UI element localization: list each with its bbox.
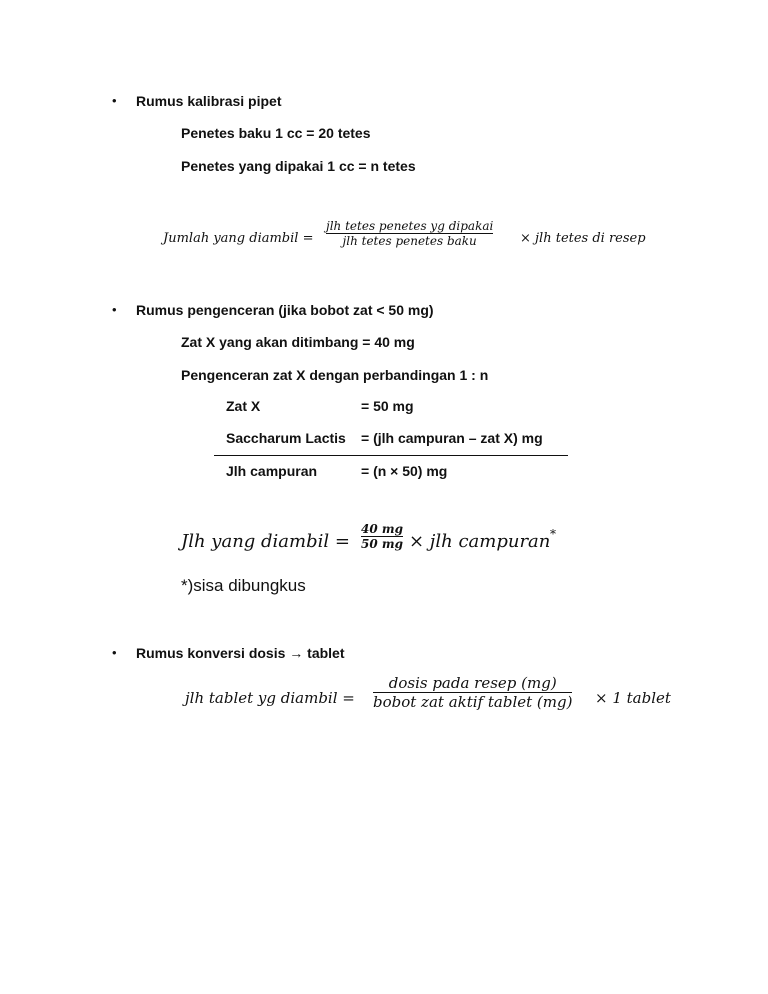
formula3-numerator: dosis pada resep (mg)	[388, 674, 557, 692]
formula1-numerator: jlh tetes penetes yg dipakai	[326, 219, 494, 233]
text-penetes-dipakai: Penetes yang dipakai 1 cc = n tetes	[181, 158, 416, 174]
bullet-point: •	[112, 93, 117, 108]
formula2-lhs: Jlh yang diambil =	[181, 531, 350, 552]
section-heading-kalibrasi: Rumus kalibrasi pipet	[136, 93, 282, 109]
formula3-denominator: bobot zat aktif tablet (mg)	[373, 693, 573, 711]
formula2-fraction	[361, 522, 403, 551]
text-penetes-baku: Penetes baku 1 cc = 20 tetes	[181, 125, 371, 141]
formula3-rhs: × 1 tablet	[595, 689, 671, 707]
formula2-superscript: *	[550, 527, 556, 541]
bullet-point: •	[112, 302, 117, 317]
formula1-denominator: jlh tetes penetes baku	[342, 234, 477, 248]
formula2-rhs: × jlh campuran	[409, 531, 551, 552]
formula1-rhs: × jlh tetes di resep	[520, 231, 646, 246]
table-row-label: Jlh campuran	[226, 463, 318, 479]
formula3-lhs: jlh tablet yg diambil =	[185, 689, 355, 707]
table-row-value: = 50 mg	[361, 398, 414, 414]
formula2-denominator: 50 mg	[361, 537, 403, 551]
table-row-label: Saccharum Lactis	[226, 430, 346, 446]
footnote-sisa-dibungkus: *)sisa dibungkus	[181, 576, 306, 595]
formula1-fraction	[326, 219, 493, 248]
table-row-label: Zat X	[226, 398, 261, 414]
text-zat-ditimbang: Zat X yang akan ditimbang = 40 mg	[181, 334, 415, 350]
sum-divider-line	[214, 455, 568, 456]
formula3-fraction	[373, 674, 572, 711]
table-row-value: = (n × 50) mg	[361, 463, 448, 479]
text-perbandingan: Pengenceran zat X dengan perbandingan 1 : n	[181, 367, 489, 383]
section-heading-konversi: Rumus konversi dosis → tablet	[136, 645, 345, 661]
table-row-value: = (jlh campuran – zat X) mg	[361, 430, 543, 446]
formula2-numerator: 40 mg	[361, 522, 403, 536]
formula1-lhs: Jumlah yang diambil =	[163, 231, 314, 246]
section-heading-pengenceran: Rumus pengenceran (jika bobot zat < 50 mg)	[136, 302, 434, 318]
bullet-point: •	[112, 645, 117, 660]
